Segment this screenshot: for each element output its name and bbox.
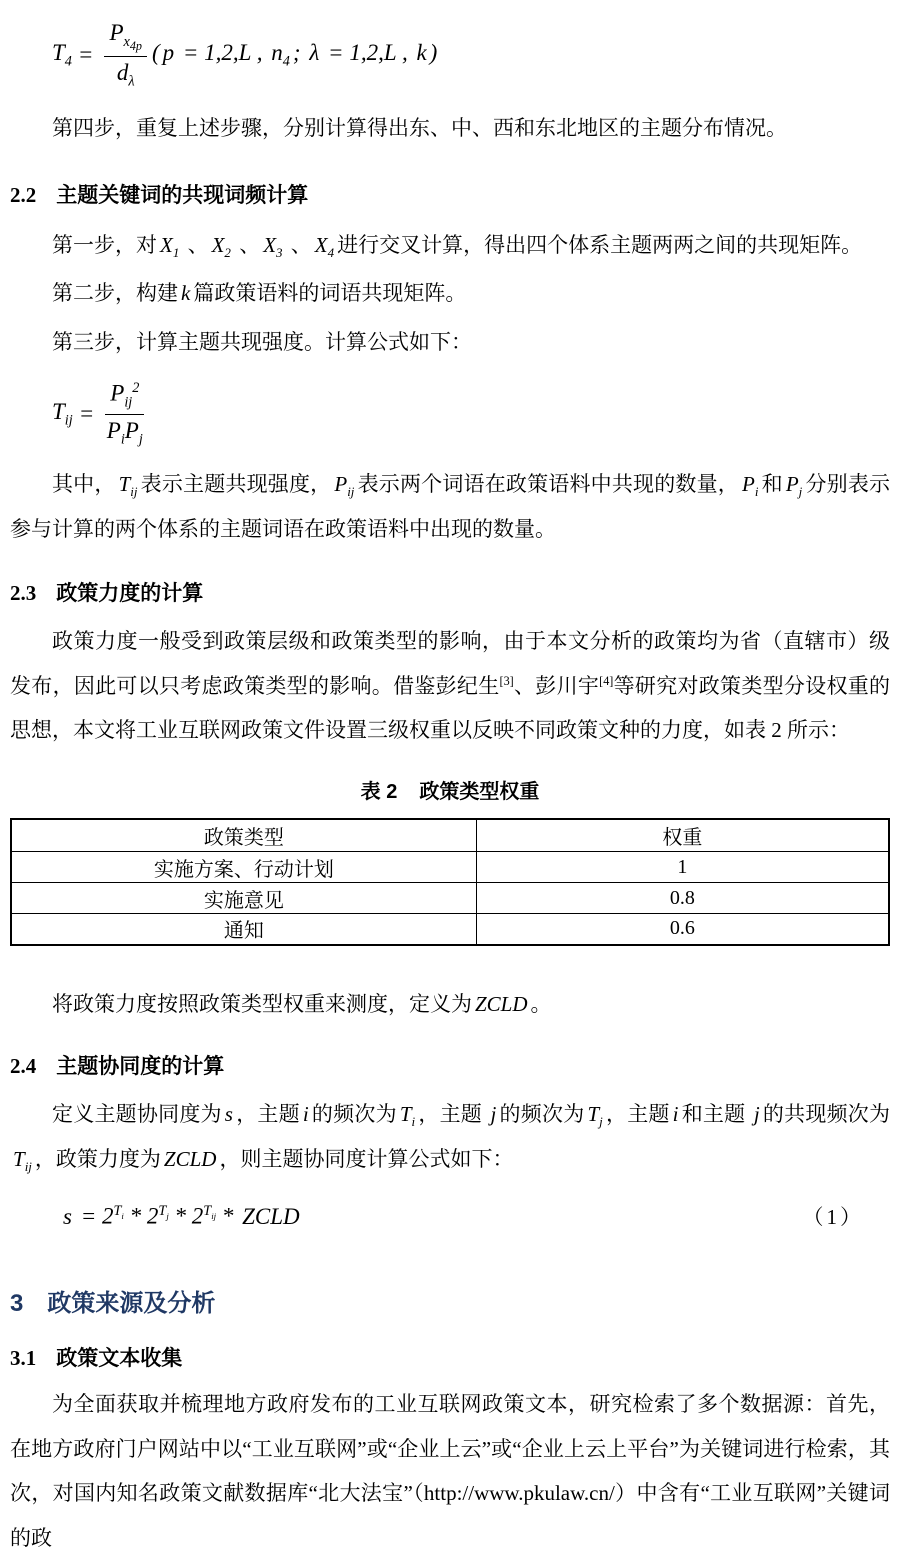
fraction-numerator: $P_{ij}^2$ — [105, 380, 144, 415]
heading-2-4 — [10, 1050, 890, 1080]
heading-3 — [10, 1283, 890, 1318]
paragraph-step2: 第二步，构建 k 篇政策语料的词语共现矩阵。 — [52, 281, 467, 306]
paragraph-step3: 第三步，计算主题共现强度。计算公式如下： — [52, 329, 472, 354]
paragraph-step1: 第一步，对 $X_1$ 、 $X_2$ 、 $X_3$ 、 $X_4$ 进行交叉计算，得出四个体系主题两两之间的共现矩阵。 — [52, 232, 863, 261]
table-header-row — [11, 819, 889, 852]
table-row — [11, 914, 889, 945]
policy-weight-table — [10, 818, 890, 946]
fraction-numerator: $P_{x_{4p}}$ — [104, 20, 147, 57]
formula-tij-fraction — [105, 380, 144, 448]
heading-2-3 — [10, 577, 890, 607]
heading-2-2 — [10, 179, 890, 209]
heading-title: 主题协同度的计算 — [56, 1055, 225, 1079]
cell-policy-type: 实施方案、行动计划 — [11, 852, 476, 883]
heading-number: 2.3 — [10, 581, 37, 606]
equals-sign: = — [78, 401, 95, 427]
table-row — [11, 852, 889, 883]
table-caption-title: 政策类型权重 — [419, 780, 540, 803]
fraction-denominator: $P_iP_j$ — [106, 418, 143, 448]
heading-title: 政策文本收集 — [56, 1347, 183, 1371]
paragraph-synergy-definition: 定义主题协同度为 s ，主题 i 的频次为 $T_i$ ，主题 j 的频次为 $T_j$ ，主题 i 和主题 j 的共现频次为$T_{ij}$ ，政策力度为 ZCLD ，则主题协同度计算公式如下： — [13, 1102, 891, 1174]
paragraph-text-collection: 为全面获取并梳理地方政府发布的工业互联网政策文本，研究检索了多个数据源：首先，在地方政府门户网站中以“工业互联网”或“企业上云”或“企业上云上平台”为关键词进行检索，其次，对国内知名政策文献数据库“北大法宝”（http://www.pkulaw.cn/）中含有“工业互联网”关键词的政 — [10, 1392, 890, 1550]
fraction-denominator: $d_\lambda$ — [116, 60, 135, 90]
heading-number: 3 — [10, 1290, 24, 1318]
cell-weight: 0.8 — [476, 883, 889, 914]
heading-number: 3.1 — [10, 1346, 37, 1371]
heading-number: 2.2 — [10, 182, 37, 207]
cell-weight: 1 — [476, 852, 889, 883]
table-caption — [10, 775, 890, 804]
heading-title: 政策力度的计算 — [56, 582, 204, 606]
formula-t4 — [52, 20, 890, 90]
heading-number: 2.4 — [10, 1054, 37, 1079]
column-header-policy-type: 政策类型 — [11, 819, 476, 852]
formula-s: $s = 2^{T_i} * 2^{T_j} * 2^{T_{ij}}$ * ZCLD — [63, 1202, 300, 1229]
equals-sign: = — [77, 42, 94, 68]
formula-s-row — [10, 1201, 890, 1231]
column-header-weight: 权重 — [476, 819, 889, 852]
equation-number: （1） — [802, 1205, 864, 1230]
formula-tij-lhs: $T_{ij}$ — [52, 398, 73, 429]
paragraph-policy-strength: 政策力度一般受到政策层级和政策类型的影响，由于本文分析的政策均为省（直辖市）级发布，因此可以只考虑政策类型的影响。借鉴彭纪生[3]、彭川宇[4]等研究对政策类型分设权重的思想，本文将工业互联网政策文件设置三级权重以反映不同政策文种的力度，如表 2 所示： — [10, 629, 891, 743]
paragraph-cooccurrence-explain: 其中， $T_{ij}$ 表示主题共现强度， $P_{ij}$ 表示两个词语在政策语料中共现的数量， $P_i$ 和 $P_j$ 分别表示参与计算的两个体系的主题词语在政策语料中出现的数量。 — [10, 472, 891, 541]
heading-3-1 — [10, 1342, 890, 1372]
paragraph-step4: 第四步，重复上述步骤，分别计算得出东、中、西和东北地区的主题分布情况。 — [52, 116, 787, 141]
formula-t4-condition: ( p = 1,2,L , $n_4$ ; λ = 1,2,L , k ) — [151, 39, 438, 70]
formula-t4-fraction — [104, 20, 147, 90]
heading-title: 主题关键词的共现词频计算 — [56, 183, 309, 207]
cell-policy-type: 通知 — [11, 914, 476, 945]
formula-t4-lhs: $T_4$ — [52, 39, 72, 70]
cell-weight: 0.6 — [476, 914, 889, 945]
table-caption-label: 表 2 — [360, 780, 398, 803]
formula-tij — [52, 380, 890, 448]
paragraph-zcld-definition: 将政策力度按照政策类型权重来测度，定义为 ZCLD 。 — [52, 991, 552, 1016]
table-row — [11, 883, 889, 914]
cell-policy-type: 实施意见 — [11, 883, 476, 914]
heading-title: 政策来源及分析 — [47, 1290, 216, 1318]
